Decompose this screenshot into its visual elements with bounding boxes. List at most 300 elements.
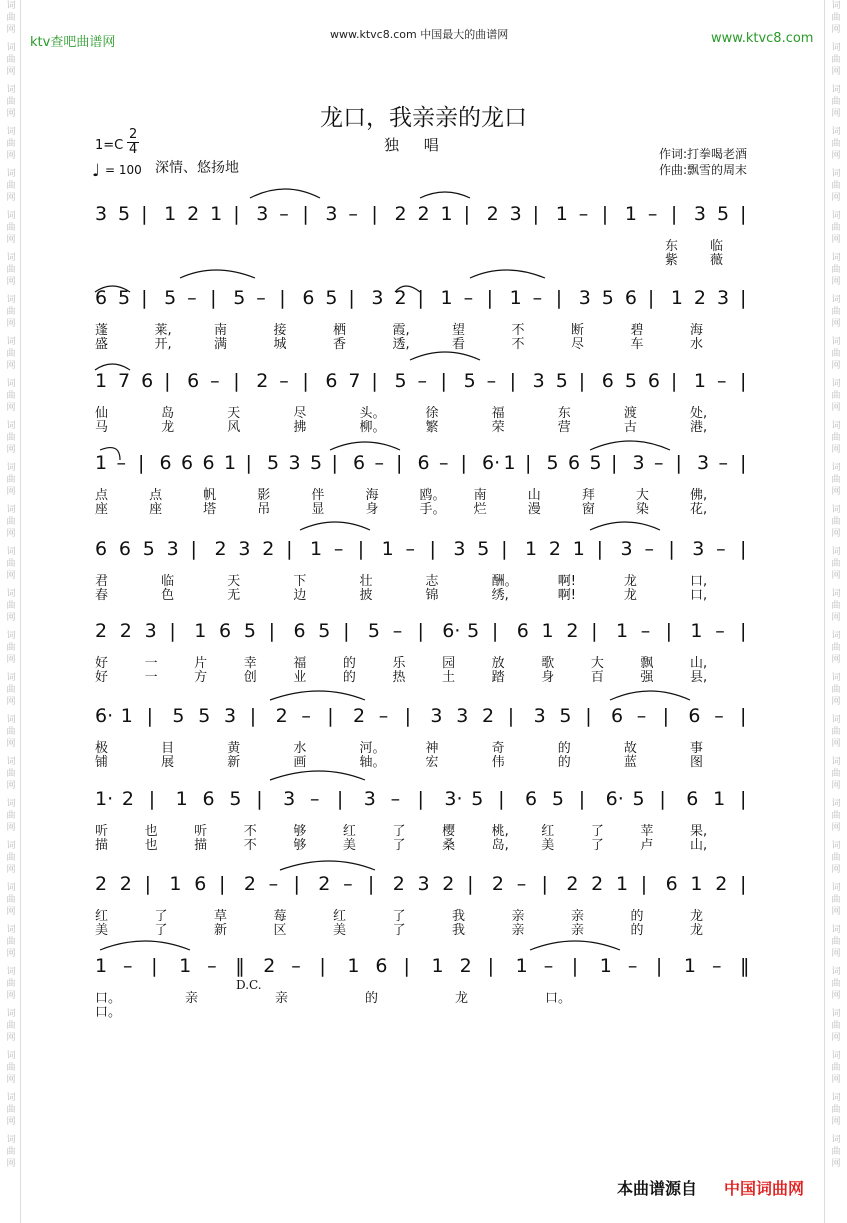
bar-line: | <box>245 452 252 474</box>
note: 3 <box>283 788 296 810</box>
note: 2 <box>566 620 579 642</box>
header-site-url[interactable]: www.ktvc8.com <box>711 31 814 46</box>
lyric-syllable: 亲 <box>511 909 525 924</box>
note: 2 <box>353 705 366 727</box>
side-watermark-char: 网 <box>831 1075 841 1085</box>
side-watermark-char: 曲 <box>6 97 16 107</box>
side-watermark-char: 曲 <box>831 895 841 905</box>
lyric-syllable: 河。 <box>359 741 386 756</box>
note: 1 <box>440 203 453 225</box>
note: 1 <box>615 620 629 642</box>
side-watermark-char: 曲 <box>6 601 16 611</box>
side-watermark-char: 曲 <box>6 307 16 317</box>
lyric-syllable: 盛 <box>95 337 109 352</box>
side-watermark-char: 曲 <box>6 1063 16 1073</box>
note: 2 <box>491 873 505 895</box>
lyric-syllable: 仙 <box>95 406 109 421</box>
note: 5 <box>471 788 484 810</box>
lyric-syllable: 处, <box>690 406 708 421</box>
side-watermark-char: 词 <box>831 337 841 347</box>
bar-line: | <box>279 287 286 309</box>
bar-line: | <box>532 203 540 225</box>
bar-line: | <box>487 955 494 977</box>
note: 1 <box>541 620 554 642</box>
side-watermark-char: 词 <box>6 757 16 767</box>
lyric-syllable: 新 <box>227 755 241 770</box>
side-watermark-char: 曲 <box>831 643 841 653</box>
lyric-syllable: 红 <box>333 909 347 924</box>
lyric-syllable: 轴。 <box>359 755 386 770</box>
note: – <box>279 203 289 225</box>
lyric-syllable: 山 <box>527 488 541 503</box>
side-watermark-char: 网 <box>831 67 841 77</box>
side-watermark-char: 网 <box>831 781 841 791</box>
lyric-syllable: 亲 <box>275 991 289 1006</box>
bar-line: | <box>429 538 436 560</box>
bar-line: | <box>571 955 579 977</box>
note: 3 <box>533 705 546 727</box>
lyric-syllable: 区 <box>273 923 287 938</box>
side-watermark-char: 网 <box>831 823 841 833</box>
bar-line: | <box>293 873 300 895</box>
note: – <box>463 287 474 309</box>
side-watermark-char: 曲 <box>831 1105 841 1115</box>
note: – <box>636 705 647 727</box>
note: 2 <box>318 873 331 895</box>
side-watermark-char: 词 <box>6 1 16 11</box>
lyric-syllable: 紫 <box>665 253 679 268</box>
note: 7 <box>348 370 361 392</box>
note: 6 <box>665 873 678 895</box>
bar-line: | <box>169 620 176 642</box>
note: 5 <box>559 705 572 727</box>
bar-line: | <box>138 452 145 474</box>
note: 6· <box>442 620 461 642</box>
lyric-syllable: 栖 <box>333 323 347 338</box>
lyric-syllable: 神 <box>425 741 439 756</box>
side-watermark-char: 曲 <box>831 517 841 527</box>
note: 1 <box>95 370 108 392</box>
side-watermark-char: 词 <box>831 547 841 557</box>
bar-line: | <box>144 873 152 895</box>
note: 6 <box>302 287 315 309</box>
side-watermark-char: 曲 <box>831 265 841 275</box>
lyric-syllable: 描 <box>95 838 109 853</box>
note: 5 <box>463 370 476 392</box>
lyric-syllable: 不 <box>243 824 257 839</box>
bar-line: | <box>498 788 505 810</box>
side-watermark-char: 网 <box>831 361 841 371</box>
side-watermark-char: 曲 <box>831 139 841 149</box>
side-watermark-char: 曲 <box>6 1021 16 1031</box>
note: 2 <box>715 873 728 895</box>
note: 1 <box>310 538 323 560</box>
note: 2 <box>275 705 288 727</box>
lyric-syllable: 口。 <box>545 991 572 1006</box>
lyric-syllable: 蓬 <box>95 323 109 338</box>
side-watermark-char: 词 <box>831 967 841 977</box>
side-watermark-char: 网 <box>831 1117 841 1127</box>
side-watermark-char: 曲 <box>831 391 841 401</box>
note: 6 <box>325 370 338 392</box>
header-site-name[interactable]: ktv查吧曲谱网 <box>30 35 116 50</box>
bar-line: | <box>501 538 508 560</box>
bar-line: | <box>675 452 682 474</box>
note: 3 <box>95 203 108 225</box>
note: 1 <box>515 955 528 977</box>
side-watermark-char: 词 <box>6 463 16 473</box>
side-watermark-char: 网 <box>6 193 16 203</box>
note: 2 <box>392 873 405 895</box>
bar-line: | <box>578 370 586 392</box>
side-watermark-char: 网 <box>6 613 16 623</box>
side-watermark-char: 词 <box>6 799 16 809</box>
lyric-syllable: 临 <box>710 239 724 254</box>
lyric-syllable: 港, <box>690 420 708 435</box>
side-watermark-char: 词 <box>831 1 841 11</box>
lyric-syllable: 志 <box>425 574 439 589</box>
lyric-syllable: 了 <box>392 909 406 924</box>
lyric-syllable: 无 <box>227 588 241 603</box>
side-watermark-char: 曲 <box>6 517 16 527</box>
note: 3 <box>692 538 705 560</box>
lyric-syllable: 亲 <box>511 923 525 938</box>
note: 6 <box>159 452 172 474</box>
note: 6 <box>95 287 108 309</box>
bar-line: | <box>302 203 309 225</box>
lyric-syllable: 乐 <box>392 656 406 671</box>
lyric-syllable: 水 <box>690 337 704 352</box>
bar-line: | <box>596 538 604 560</box>
lyric-syllable: 帆 <box>203 488 217 503</box>
bar-line: | <box>141 203 148 225</box>
note: 6 <box>194 873 207 895</box>
note: 6 <box>417 452 430 474</box>
note: – <box>716 538 726 560</box>
side-watermark-char: 词 <box>6 85 16 95</box>
side-watermark-char: 网 <box>6 25 16 35</box>
bar-line: | <box>319 955 326 977</box>
lyric-syllable: 目 <box>161 741 175 756</box>
side-watermark-char: 曲 <box>831 601 841 611</box>
lyric-syllable: 营 <box>557 420 571 435</box>
lyric-syllable: 色 <box>161 588 175 603</box>
note: 6 <box>141 370 154 392</box>
side-watermark-char: 词 <box>6 1093 16 1103</box>
bar-line: | <box>348 287 355 309</box>
lyric-syllable: 君 <box>95 574 109 589</box>
note: – <box>378 705 389 727</box>
lyric-syllable: 花, <box>690 502 708 517</box>
note: 1 <box>169 873 182 895</box>
side-watermark-char: 网 <box>6 949 16 959</box>
lyric-syllable: 断 <box>571 323 585 338</box>
side-watermark-char: 曲 <box>831 1147 841 1157</box>
note: 3 <box>453 538 466 560</box>
side-watermark-char: 曲 <box>6 685 16 695</box>
lyric-syllable: 古 <box>623 420 637 435</box>
lyric-syllable: 龙 <box>455 991 469 1006</box>
note: 2 <box>459 955 472 977</box>
side-watermark-char: 曲 <box>6 139 16 149</box>
side-watermark-char: 词 <box>831 505 841 515</box>
side-watermark-char: 曲 <box>6 265 16 275</box>
side-watermark-char: 词 <box>6 883 16 893</box>
lyric-syllable: 也 <box>144 838 158 853</box>
expression-mark: 深情、悠扬地 <box>155 160 239 176</box>
side-watermark-char: 网 <box>6 529 16 539</box>
note: 1 <box>175 788 188 810</box>
note: 1 <box>509 287 522 309</box>
slur <box>250 189 320 198</box>
side-watermark-char: 曲 <box>831 433 841 443</box>
note: – <box>654 452 664 474</box>
lyric-syllable: 啊! <box>557 588 576 603</box>
side-watermark-char: 词 <box>831 169 841 179</box>
note: – <box>116 452 126 474</box>
lyric-syllable: 龙 <box>623 588 637 603</box>
bar-line: | <box>210 287 217 309</box>
side-watermark-char: 网 <box>6 109 16 119</box>
lyric-syllable: 壮 <box>359 574 373 589</box>
lyric-syllable: 身 <box>365 502 379 517</box>
tempo-value: = 100 <box>105 163 142 177</box>
lyric-syllable: 临 <box>161 574 175 589</box>
note: 7 <box>118 370 131 392</box>
note: 6 <box>601 370 614 392</box>
side-watermark-char: 曲 <box>831 223 841 233</box>
bar-line: | <box>668 538 675 560</box>
side-watermark-char: 曲 <box>831 685 841 695</box>
lyric-syllable: 莓 <box>273 909 287 924</box>
side-watermark-char: 曲 <box>831 349 841 359</box>
lyric-syllable: 繁 <box>425 420 439 435</box>
note: 2 <box>95 620 108 642</box>
side-watermark-char: 曲 <box>6 853 16 863</box>
note: – <box>310 788 320 810</box>
lyric-syllable: 果, <box>690 824 708 839</box>
quarter-note-icon: ♩ <box>92 161 101 181</box>
note: – <box>343 873 353 895</box>
lyric-syllable: 美 <box>541 838 555 853</box>
side-watermark-char: 网 <box>831 571 841 581</box>
lyric-syllable: 东 <box>665 239 679 254</box>
bar-line: | <box>740 620 747 642</box>
lyric-syllable: 佛, <box>690 488 708 503</box>
side-watermark-char: 曲 <box>6 643 16 653</box>
lyric-syllable: 满 <box>214 337 228 352</box>
lyric-syllable: 口。 <box>95 1005 122 1020</box>
bar-line: | <box>463 203 470 225</box>
note: – <box>439 452 449 474</box>
side-watermark-char: 网 <box>6 1117 16 1127</box>
lyric-syllable: 草 <box>214 909 228 924</box>
lyric-syllable: 望 <box>452 323 466 338</box>
bar-line: | <box>141 287 148 309</box>
note: 1 <box>624 203 637 225</box>
bar-line: | <box>440 370 447 392</box>
lyric-syllable: 的 <box>365 991 379 1006</box>
bar-line: | <box>591 620 598 642</box>
side-watermark-char: 词 <box>831 85 841 95</box>
note: 2 <box>95 873 108 895</box>
note: 3 <box>430 705 443 727</box>
bar-line: | <box>256 788 263 810</box>
lyric-syllable: 极 <box>95 741 109 756</box>
side-watermark-char: 词 <box>831 1135 841 1145</box>
side-watermark-char: 网 <box>6 991 16 1001</box>
note: 6 <box>202 788 215 810</box>
side-watermark-char: 词 <box>831 295 841 305</box>
lyric-syllable: 点 <box>149 488 163 503</box>
note: 1 <box>599 955 612 977</box>
lyric-syllable: 幸 <box>243 656 257 671</box>
note: 5 <box>118 203 131 225</box>
bar-line: | <box>403 955 410 977</box>
note: 5 <box>118 287 131 309</box>
lyric-syllable: 红 <box>541 824 555 839</box>
side-watermark-char: 网 <box>831 151 841 161</box>
note: – <box>123 955 133 977</box>
lyric-syllable: 显 <box>311 502 325 517</box>
note: 1 <box>194 620 207 642</box>
side-watermark-char: 曲 <box>831 853 841 863</box>
side-watermark-char: 网 <box>6 151 16 161</box>
lyric-syllable: 座 <box>149 502 163 517</box>
note: 6 <box>568 452 581 474</box>
footer-site-link[interactable]: 中国词曲网 <box>724 1179 805 1198</box>
note: – <box>640 620 651 642</box>
lyric-syllable: 了 <box>392 923 406 938</box>
lyric-syllable: 一 <box>144 670 158 685</box>
lyric-syllable: 渡 <box>623 406 637 421</box>
bar-line: | <box>249 705 257 727</box>
bar-line: | <box>541 873 548 895</box>
side-watermark-char: 网 <box>831 907 841 917</box>
side-watermark-char: 词 <box>831 43 841 53</box>
lyric-syllable: 展 <box>161 755 175 770</box>
lyric-syllable: 听 <box>194 824 208 839</box>
lyric-syllable: 的 <box>630 923 644 938</box>
lyric-syllable: 大 <box>590 656 604 671</box>
lyric-syllable: 莱, <box>154 323 172 338</box>
side-watermark-char: 词 <box>6 253 16 263</box>
side-watermark-char: 词 <box>831 757 841 767</box>
note: 5 <box>198 705 211 727</box>
note: 5 <box>589 452 602 474</box>
lyric-syllable: 酬。 <box>491 574 518 589</box>
dc-mark: D.C. <box>236 978 262 992</box>
lyric-syllable: 春 <box>95 588 109 603</box>
note: 6 <box>181 452 194 474</box>
lyric-syllable: 美 <box>333 923 347 938</box>
note: 1 <box>347 955 360 977</box>
bar-line: | <box>190 538 197 560</box>
side-watermark-char: 网 <box>831 235 841 245</box>
note: 6 <box>525 788 538 810</box>
note: – <box>647 203 658 225</box>
note: 3 <box>256 203 269 225</box>
note: 2 <box>119 873 132 895</box>
lyric-syllable: 我 <box>452 909 466 924</box>
side-watermark-char: 网 <box>831 1033 841 1043</box>
bar-line: | <box>740 538 747 560</box>
side-watermark-char: 网 <box>831 1159 841 1169</box>
lyric-syllable: 下 <box>293 574 307 589</box>
note: – <box>374 452 384 474</box>
note: 3 <box>224 705 237 727</box>
note: – <box>627 955 638 977</box>
lyric-syllable: 也 <box>144 824 158 839</box>
lyric-syllable: 铺 <box>95 755 109 770</box>
note: – <box>301 705 311 727</box>
lyric-syllable: 故 <box>623 741 637 756</box>
bar-line: | <box>740 203 747 225</box>
side-watermark-char: 网 <box>6 865 16 875</box>
lyric-syllable: 图 <box>690 755 704 770</box>
bar-line: | <box>417 788 424 810</box>
lyric-syllable: 透, <box>392 337 410 352</box>
note: 3 <box>166 538 179 560</box>
note: 1 <box>95 955 108 977</box>
side-watermark-char: 词 <box>831 883 841 893</box>
side-watermark-char: 曲 <box>831 559 841 569</box>
bar-line: | <box>670 203 678 225</box>
bar-line: | <box>357 538 365 560</box>
side-watermark-char: 词 <box>6 379 16 389</box>
side-watermark-char: 词 <box>6 1135 16 1145</box>
side-watermark-char: 网 <box>831 697 841 707</box>
note: 6 <box>219 620 232 642</box>
note: 3 <box>716 287 730 309</box>
lyric-syllable: 一 <box>144 656 158 671</box>
lyric-syllable: 苹 <box>640 824 654 839</box>
side-watermark-char: 词 <box>831 253 841 263</box>
side-watermark-char: 曲 <box>6 223 16 233</box>
side-watermark-char: 网 <box>6 67 16 77</box>
lyric-syllable: 的 <box>630 909 644 924</box>
song-title: 龙口，我亲亲的龙口 <box>320 105 527 131</box>
side-watermark-char: 词 <box>831 127 841 137</box>
note: 2 <box>256 370 269 392</box>
note: 1 <box>381 538 394 560</box>
lyric-syllable: 座 <box>95 502 109 517</box>
bar-line: | <box>740 873 747 895</box>
lyric-syllable: 天 <box>227 406 241 421</box>
lyric-syllable: 画 <box>293 755 307 770</box>
side-watermark-char: 网 <box>6 319 16 329</box>
bar-line: | <box>640 873 648 895</box>
bar-line: | <box>417 620 424 642</box>
side-watermark-char: 曲 <box>831 727 841 737</box>
lyric-syllable: 不 <box>511 323 525 338</box>
side-watermark-char: 网 <box>6 571 16 581</box>
side-watermark-char: 网 <box>6 1159 16 1169</box>
side-watermark-char: 词 <box>6 547 16 557</box>
side-watermark-char: 网 <box>831 109 841 119</box>
lyric-syllable: 美 <box>95 923 109 938</box>
lyric-syllable: 亲 <box>571 923 585 938</box>
lyric-syllable: 放 <box>491 656 505 671</box>
note: – <box>578 203 589 225</box>
bar-line: | <box>396 452 403 474</box>
note: 3 <box>578 287 591 309</box>
note: 1 <box>525 538 538 560</box>
note: 6 <box>624 287 637 309</box>
side-watermark-char: 网 <box>831 613 841 623</box>
bar-line: | <box>578 788 586 810</box>
note: 3 <box>325 203 338 225</box>
